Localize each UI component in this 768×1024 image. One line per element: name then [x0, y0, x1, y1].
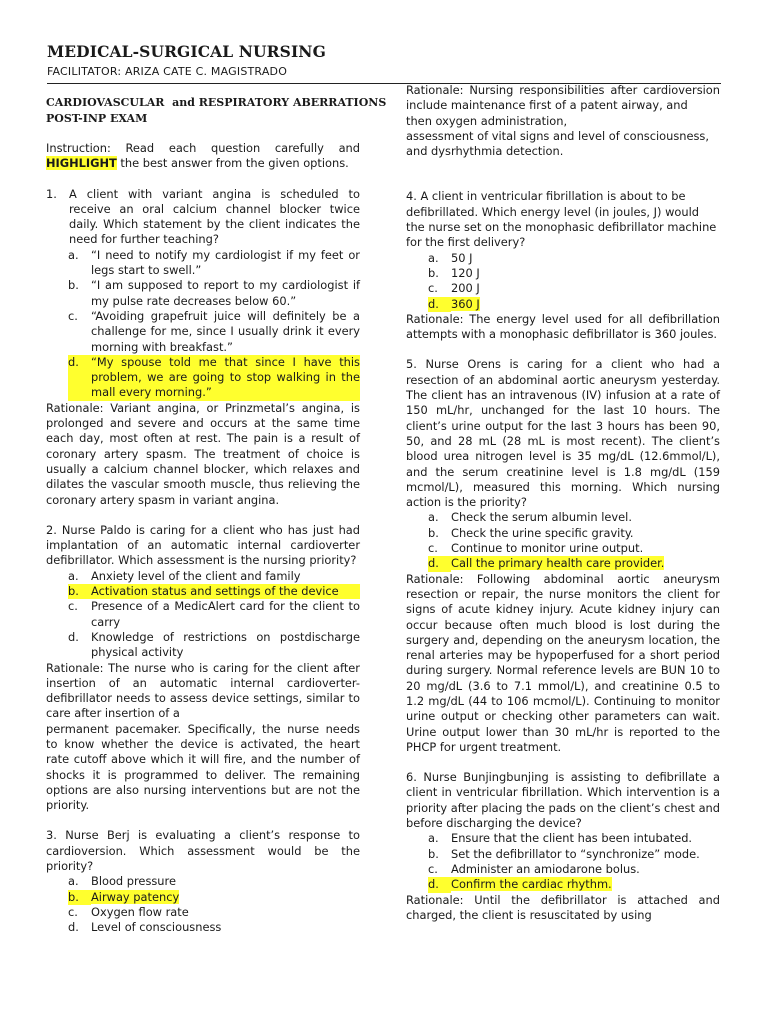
exam-title-line1: CARDIOVASCULAR and RESPIRATORY ABERRATIONS: [46, 96, 387, 109]
option-b[interactable]: [428, 526, 720, 541]
option-letter: b.: [68, 278, 79, 293]
option-text: Ensure that the client has been intubated.: [451, 831, 693, 846]
option-c[interactable]: [428, 541, 720, 556]
option-letter: a.: [428, 250, 439, 265]
question-1-options: [46, 248, 360, 401]
option-c[interactable]: [68, 905, 360, 920]
option-text: Presence of a MedicAlert card for the client to carry: [91, 599, 360, 629]
option-letter: c.: [68, 308, 78, 323]
option-text: Knowledge of restrictions on postdischarge physical activity: [91, 629, 360, 660]
question-2-options: [46, 569, 360, 661]
option-d-answer[interactable]: [428, 556, 720, 571]
option-text: Level of consciousness: [91, 920, 222, 935]
left-column: [46, 95, 387, 936]
question-2-rationale-part1: Rationale: The nurse who is caring for the client after insertion of an automatic internal cardioverter-defibrillator needs to assess device settings, similar to care after insertion of a: [46, 660, 360, 721]
option-a[interactable]: [68, 248, 360, 279]
instruction-pre: Instruction: Read each question carefully and: [46, 141, 360, 155]
option-text: “My spouse told me that since I have this problem, we are going to stop walking in the mall every morning.”: [91, 354, 360, 400]
option-text: Airway patency: [91, 889, 180, 904]
question-3-rationale-part2: then oxygen administration,: [406, 113, 568, 128]
exam-title: [46, 95, 387, 127]
option-text: 200 J: [451, 281, 480, 296]
document-title: MEDICAL-SURGICAL NURSING: [47, 42, 326, 61]
option-text: “Avoiding grapefruit juice will definitely be a challenge for me, since I usually drink it every morning with breakfast.”: [91, 308, 360, 354]
question-4: 4. A client in ventricular fibrillation is about to be defibrillated. Which energy level (in joules, J) would the nurse set on the monophasic defibrillator machine for the first delivery?: [406, 189, 717, 250]
option-c[interactable]: [68, 309, 360, 355]
question-6-rationale: Rationale: Until the defibrillator is attached and charged, the client is resuscitated by using: [406, 892, 720, 922]
question-6-options: [406, 831, 720, 892]
question-3-rationale-part1: Rationale: Nursing responsibilities after cardioversion include maintenance first of a patent airway, and: [406, 83, 720, 113]
option-letter: b.: [68, 584, 91, 599]
option-b-answer[interactable]: [68, 890, 360, 905]
question-2: 2. Nurse Paldo is caring for a client who has just had implantation of an automatic internal cardioverter defibrillator. Which assessment is the nursing priority?: [46, 522, 360, 568]
option-c[interactable]: [428, 862, 720, 877]
question-5-options: [406, 510, 720, 571]
option-text: Administer an amiodarone bolus.: [451, 861, 640, 876]
option-text: Anxiety level of the client and family: [91, 568, 301, 583]
question-5-rationale: Rationale: Following abdominal aortic aneurysm resection or repair, the nurse monitors the client for signs of acute kidney injury. Acute kidney injury can occur because often much blood is lost during the surgery and, depending on the aneurysm location, the renal arteries may be hypoperfused for a short period during surgery. Normal reference levels are BUN 10 to 20 mg/dL (3.6 to 7.1 mmol/L), and creatinine 0.5 to 1.2 mg/dL (44 to 106 mcmol/L). Continuing to monitor urine output or checking other parameters can wait. Urine output lower than 30 mL/hr is reported to the PHCP for urgent treatment.: [406, 571, 720, 754]
option-text: Check the urine specific gravity.: [451, 525, 634, 540]
option-text: “I need to notify my cardiologist if my feet or legs start to swell.”: [91, 247, 360, 278]
option-b[interactable]: [428, 847, 720, 862]
exam-title-line2: POST-INP EXAM: [46, 112, 148, 125]
instruction-keyword: HIGHLIGHT: [46, 156, 117, 171]
instruction-post: the best answer from the given options.: [116, 156, 349, 171]
option-text: Check the serum albumin level.: [451, 510, 632, 525]
option-text: Oxygen flow rate: [91, 904, 189, 919]
option-letter: c.: [428, 861, 438, 876]
option-b-answer[interactable]: [68, 584, 360, 599]
option-letter: d.: [428, 877, 451, 892]
option-a[interactable]: [68, 874, 360, 889]
facilitator-line: FACILITATOR: ARIZA CATE C. MAGISTRADO: [47, 65, 288, 78]
option-d-answer[interactable]: [68, 355, 360, 401]
question-1-rationale: Rationale: Variant angina, or Prinzmetal’s angina, is prolonged and severe and occurs at the same time each day, most often at rest. The pain is a result of coronary artery spasm. The treatment of choice is usually a calcium channel blocker, which relaxes and dilates the vascular smooth muscle, thus relieving the coronary artery spasm in variant angina.: [46, 400, 360, 507]
option-letter: d.: [68, 920, 79, 935]
option-letter: a.: [68, 874, 79, 889]
option-letter: c.: [428, 541, 438, 556]
option-letter: c.: [68, 904, 78, 919]
question-4-options: [406, 251, 720, 312]
option-letter: a.: [428, 831, 439, 846]
option-a[interactable]: [428, 831, 720, 846]
right-column: [406, 83, 720, 923]
question-6: 6. Nurse Bunjingbunjing is assisting to defibrillate a client in ventricular fibrillation. Which intervention is a priority after placing the pads on the client’s chest and before discharging the device?: [406, 770, 720, 831]
option-text: Confirm the cardiac rhythm.: [451, 877, 612, 892]
question-1: [46, 187, 360, 248]
option-letter: a.: [68, 568, 79, 583]
option-d-answer[interactable]: [428, 297, 720, 312]
question-4-rationale: Rationale: The energy level used for all defibrillation attempts with a monophasic defibrillator is 360 joules.: [406, 311, 720, 342]
option-letter: b.: [428, 265, 439, 280]
option-letter: b.: [428, 525, 439, 540]
question-number: 1.: [46, 186, 57, 201]
question-3-rationale-part3: assessment of vital signs and level of consciousness,: [406, 128, 709, 143]
option-text: Activation status and settings of the device: [91, 584, 360, 599]
option-letter: a.: [428, 510, 439, 525]
question-3-rationale-part4: and dysrhythmia detection.: [406, 144, 564, 159]
option-text: 360 J: [451, 296, 480, 311]
option-text: Call the primary health care provider.: [451, 556, 665, 571]
option-letter: d.: [68, 629, 79, 644]
option-text: Set the defibrillator to “synchronize” mode.: [451, 846, 700, 861]
option-text: 50 J: [451, 250, 473, 265]
option-letter: b.: [68, 890, 91, 905]
option-d[interactable]: [68, 630, 360, 661]
option-text: Blood pressure: [91, 874, 176, 889]
option-d-answer[interactable]: [428, 877, 720, 892]
option-a[interactable]: [428, 251, 720, 266]
option-letter: c.: [428, 281, 438, 296]
option-letter: d.: [68, 355, 91, 401]
option-b[interactable]: [428, 266, 720, 281]
instruction: [46, 141, 360, 172]
option-c[interactable]: [68, 599, 360, 630]
option-a[interactable]: [68, 569, 360, 584]
option-a[interactable]: [428, 510, 720, 525]
option-letter: d.: [428, 297, 451, 312]
question-3: 3. Nurse Berj is evaluating a client’s response to cardioversion. Which assessment would be the priority?: [46, 828, 360, 874]
option-letter: a.: [68, 247, 79, 262]
question-text: A client with variant angina is scheduled to receive an oral calcium channel blocker twice daily. Which statement by the client indicates the need for further teaching?: [69, 186, 360, 247]
question-5: 5. Nurse Orens is caring for a client who had a resection of an abdominal aortic aneurysm yesterday. The client has an intravenous (IV) infusion at a rate of 150 mL/hr, unchanged for the last 10 hours. The client’s urine output for the last 3 hours has been 90, 50, and 28 mL (28 mL is most recent). The client’s blood urea nitrogen level is 35 mg/dL (12.6mmol/L), and the serum creatinine level is 1.8 mg/dL (159 mcmol/L), measured this morning. Which nursing action is the priority?: [406, 357, 720, 510]
question-3-options: [46, 874, 360, 935]
option-letter: d.: [428, 556, 451, 571]
option-c[interactable]: [428, 281, 720, 296]
option-text: 120 J: [451, 265, 480, 280]
option-b[interactable]: [68, 278, 360, 309]
option-letter: b.: [428, 846, 439, 861]
option-d[interactable]: [68, 920, 360, 935]
question-2-rationale-part2: permanent pacemaker. Specifically, the nurse needs to know whether the device is activated, the heart rate cutoff above which it will fire, and the number of shocks it is programmed to deliver. The remaining options are also nursing interventions but are not the priority.: [46, 721, 360, 813]
option-letter: c.: [68, 599, 78, 614]
option-text: “I am supposed to report to my cardiologist if my pulse rate decreases below 60.”: [91, 278, 360, 308]
option-text: Continue to monitor urine output.: [451, 541, 644, 556]
